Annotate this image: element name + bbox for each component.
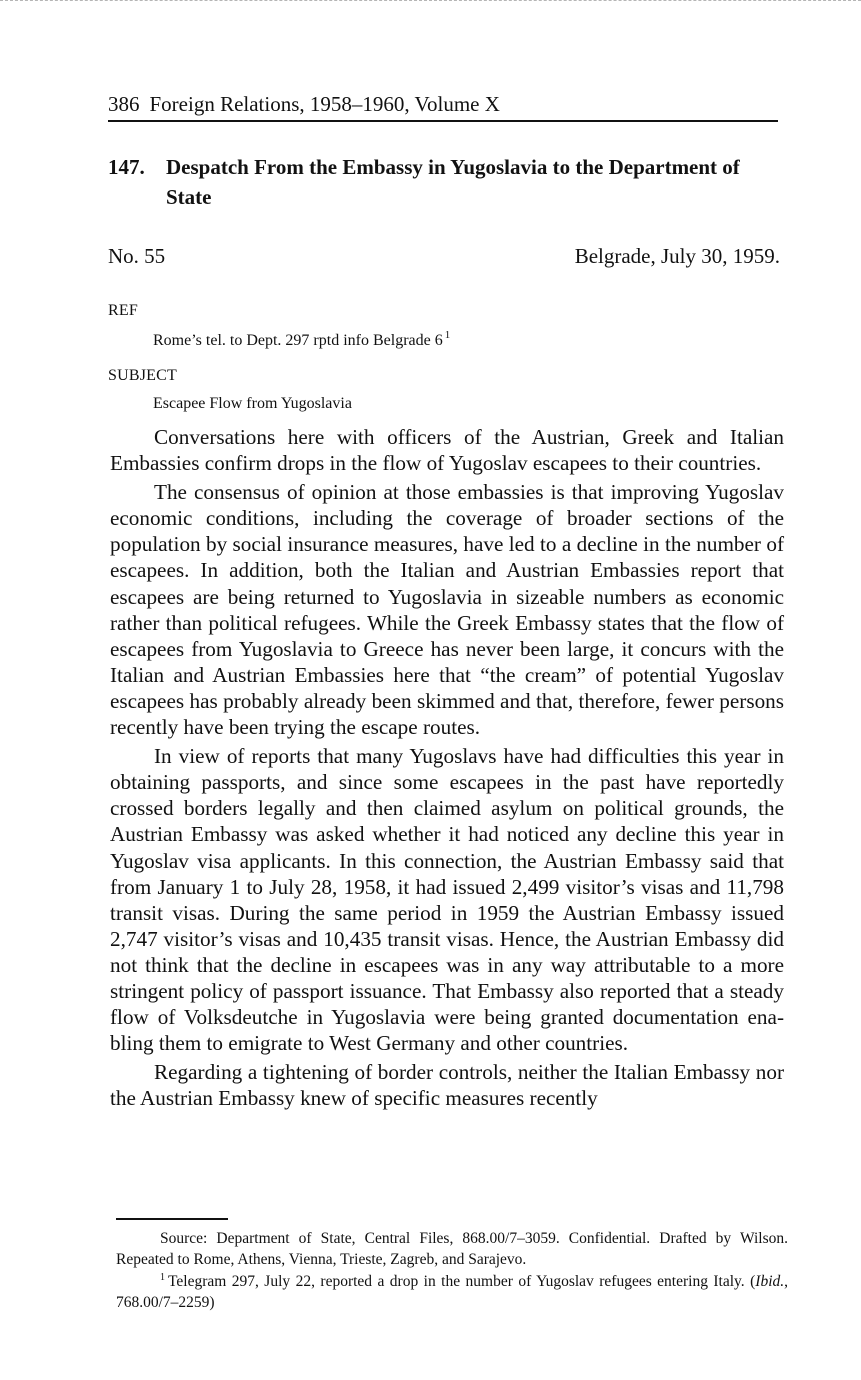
despatch-body	[110, 424, 784, 1114]
despatch-meta	[108, 242, 780, 270]
scan-top-edge	[0, 0, 861, 3]
subject-label: SUBJECT	[108, 367, 177, 384]
paragraph-1: Conversations here with officers of the Austrian, Greek and Italian Embassies confirm drops in the flow of Yugoslav escapees to their countries.	[110, 425, 784, 476]
paragraph-3: In view of reports that many Yugoslavs have had difficulties this year in obtaining passports, and since some escapees in the past have reportedly crossed borders legally and then claimed asylum on political grounds, the Austrian Embassy was asked whether it had noticed any decline this year in Yugoslav visa applicants. In this connection, the Austrian Embassy said that from January 1 to July 28, 1958, it had issued 2,499 visitor’s visas and 11,798 transit visas. During the same period in 1959 the Austrian Embassy issued 2,747 visitor’s visas and 10,435 transit visas. Hence, the Austrian Embassy did not think that the decline in escapees was in any way attributable to a more stringent policy of passport issuance. That Embassy also reported that a steady flow of Volksdeutche in Yugoslavia were being granted documentation enabling them to emigrate to West Germany and other countries.	[110, 744, 784, 1056]
footnote-1-end: , 768.00/7–2259)	[116, 1273, 788, 1311]
place-date: Belgrade, July 30, 1959.	[574, 244, 780, 268]
ref-text	[153, 330, 450, 352]
ref-text-content: Rome’s tel. to Dept. 297 rptd info Belgrade 6	[153, 332, 443, 349]
footnote-divider	[116, 1218, 228, 1220]
document-number: 147.	[108, 155, 145, 179]
footnote-1-text: Telegram 297, July 22, reported a drop in the number of Yugoslav refugees entering Italy. (	[168, 1273, 756, 1290]
publication-title: Foreign Relations, 1958–1960, Volume X	[149, 92, 500, 116]
source-note: Source: Department of State, Central Files, 868.00/7–3059. Confidential. Drafted by Wilson. Repeated to Rome, Athens, Vienna, Trieste, Zagreb, and Sarajevo.	[116, 1230, 788, 1268]
footnotes	[116, 1229, 788, 1315]
footnote-1	[116, 1272, 788, 1313]
document-title: Despatch From the Embassy in Yugoslavia to the Department of State	[166, 155, 740, 209]
ref-label: REF	[108, 302, 138, 319]
footnote-1-marker: 1	[160, 1272, 165, 1283]
page-number: 386	[108, 92, 140, 116]
paragraph-4: Regarding a tightening of border controls, neither the Italian Embassy nor the Austrian Embassy knew of specific measures recently	[110, 1060, 784, 1111]
subject-text: Escapee Flow from Yugoslavia	[153, 395, 352, 412]
footnote-marker-1: 1	[444, 329, 451, 341]
paragraph-2: The consensus of opinion at those embassies is that improving Yugoslav economic conditions, including the coverage of broader sections of the population by social insurance measures, have led to a decline in the number of escapees. In addition, both the Italian and Austrian Embassies report that escapees are being returned to Yugoslavia in sizeable numbers as economic rather than political refugees. While the Greek Embassy states that the flow of escapees from Yugoslavia to Greece has never been large, it concurs with the Italian and Austrian Embassies here that “the cream” of potential Yugoslav escapees has probably already been skimmed and that, therefore, fewer persons recently have been trying the escape routes.	[110, 480, 784, 740]
document-heading	[108, 152, 788, 212]
footnote-1-ibid: Ibid.	[755, 1273, 785, 1290]
running-head	[108, 90, 778, 122]
despatch-number: No. 55	[108, 244, 166, 268]
